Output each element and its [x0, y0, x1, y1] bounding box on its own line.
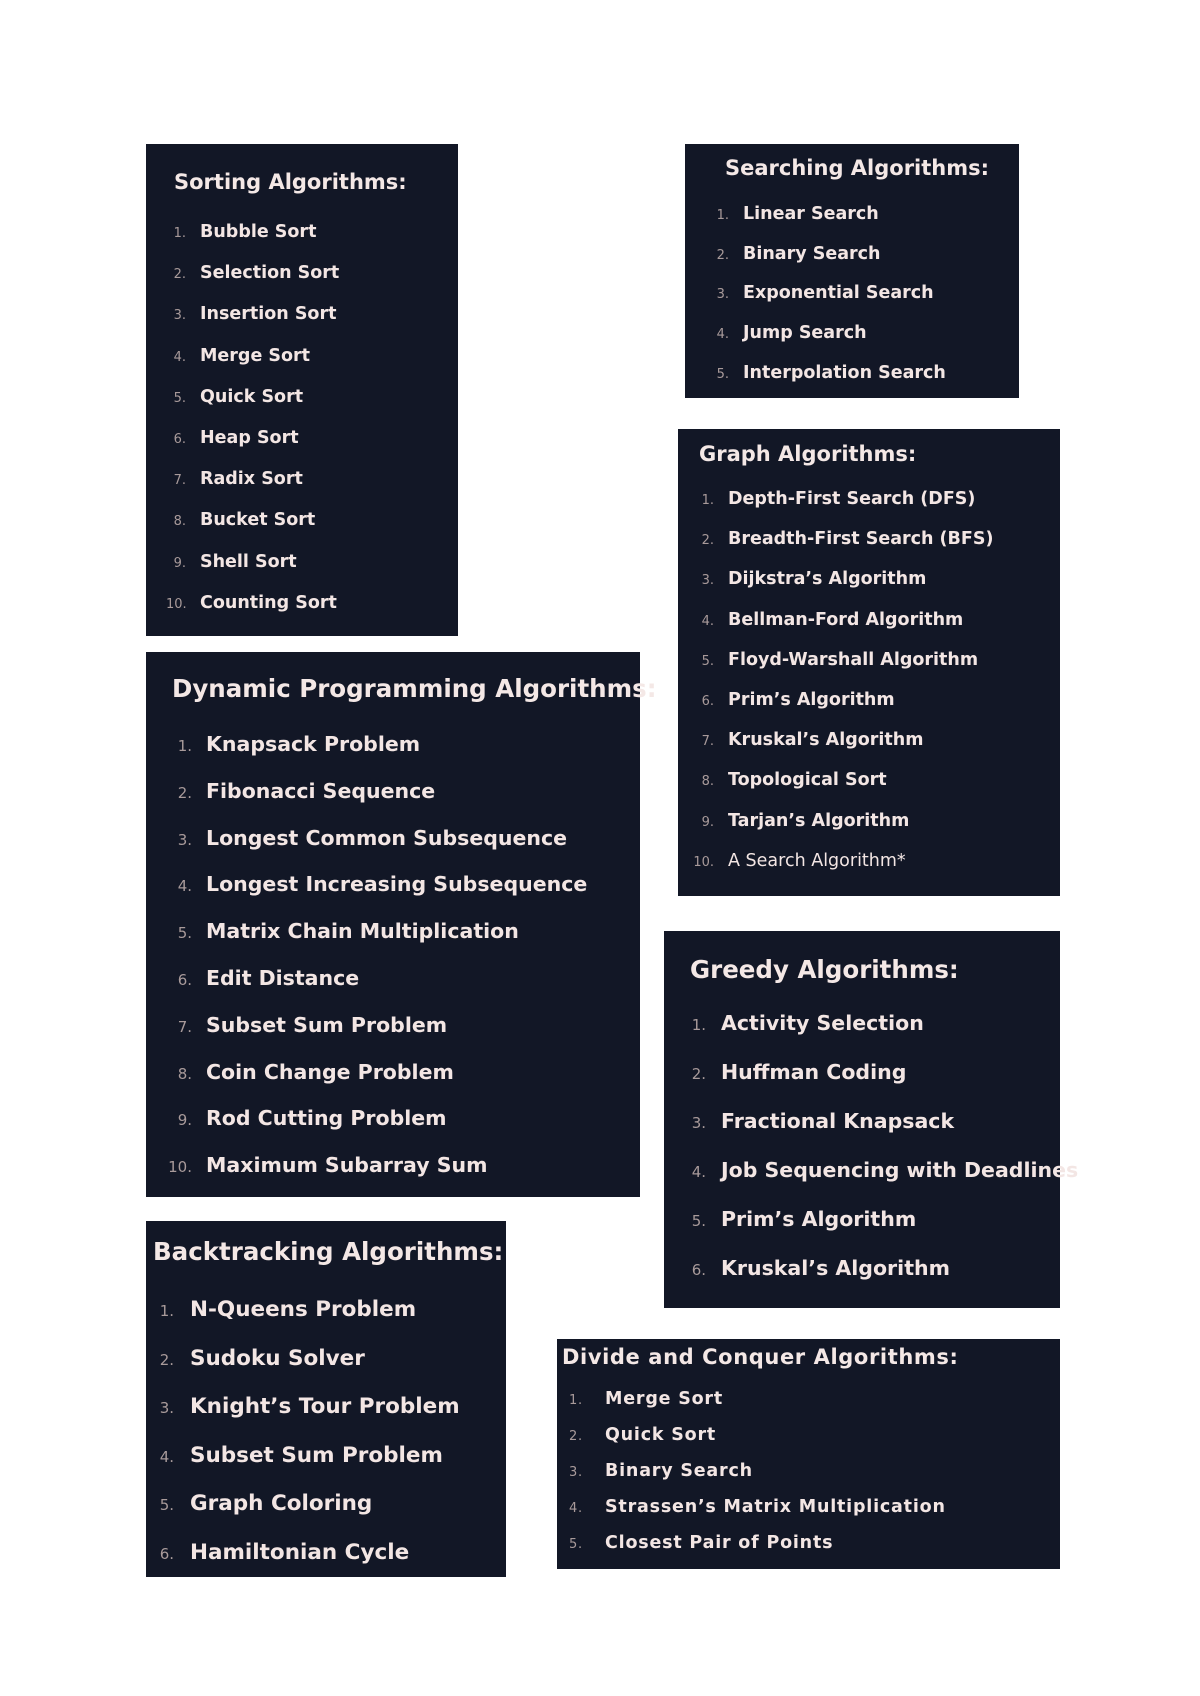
- item-label: Sudoku Solver: [190, 1345, 365, 1371]
- item-label: Binary Search: [605, 1461, 753, 1481]
- item-label: Fibonacci Sequence: [206, 778, 436, 803]
- backtracking-algorithms-card: [146, 1221, 506, 1577]
- item-number: 5.: [701, 653, 714, 669]
- list-item: [162, 1060, 587, 1107]
- item-label: Selection Sort: [200, 263, 340, 284]
- item-label: Longest Common Subsequence: [206, 825, 568, 850]
- card-title: Greedy Algorithms:: [690, 955, 959, 984]
- list-item: [162, 966, 587, 1013]
- item-number: 8.: [173, 514, 186, 530]
- item-label: Quick Sort: [605, 1425, 717, 1445]
- item-label: Exponential Search: [743, 283, 934, 304]
- item-label: Hamiltonian Cycle: [190, 1539, 410, 1565]
- card-title: Dynamic Programming Algorithms:: [172, 674, 657, 703]
- item-number: 4.: [177, 877, 192, 896]
- list-item: [166, 552, 339, 593]
- item-number: 4.: [173, 349, 186, 365]
- list-item: [166, 304, 339, 345]
- item-label: Activity Selection: [721, 1011, 924, 1035]
- list-item: [715, 244, 946, 284]
- item-number: 4.: [691, 1163, 706, 1181]
- item-number: 10.: [166, 596, 187, 612]
- list-item: [692, 610, 993, 650]
- list-item: [158, 1297, 460, 1346]
- list-item: [166, 469, 339, 510]
- list-item: [158, 1346, 460, 1395]
- card-title: Divide and Conquer Algorithms:: [562, 1345, 959, 1369]
- item-number: 1.: [716, 208, 729, 223]
- item-label: Quick Sort: [200, 386, 304, 407]
- item-label: Bucket Sort: [200, 510, 316, 531]
- list-item: [166, 593, 339, 634]
- list-item: [166, 263, 339, 304]
- item-label: Subset Sum Problem: [190, 1442, 443, 1468]
- item-label: A Search Algorithm*: [728, 850, 906, 871]
- item-number: 3.: [691, 1114, 706, 1132]
- list-item: [692, 811, 993, 851]
- item-number: 4.: [701, 613, 714, 629]
- item-number: 5.: [568, 1537, 583, 1552]
- item-label: Huffman Coding: [721, 1060, 907, 1084]
- list-item: [690, 1011, 1078, 1060]
- item-label: Dijkstra’s Algorithm: [728, 569, 927, 590]
- item-label: Bubble Sort: [200, 222, 317, 242]
- item-number: 1.: [177, 737, 192, 755]
- item-number: 5.: [716, 366, 729, 382]
- item-number: 6.: [173, 431, 186, 447]
- card-title: Graph Algorithms:: [699, 442, 917, 466]
- item-label: Binary Search: [743, 243, 881, 264]
- card-title: Sorting Algorithms:: [174, 170, 407, 194]
- card-title: Backtracking Algorithms:: [153, 1237, 504, 1266]
- item-label: Depth-First Search (DFS): [728, 489, 976, 509]
- item-label: Linear Search: [743, 204, 879, 224]
- list-item: [166, 510, 339, 551]
- item-label: Closest Pair of Points: [605, 1533, 834, 1553]
- list-item: [162, 1153, 587, 1200]
- item-number: 3.: [701, 573, 714, 589]
- item-number: 1.: [159, 1302, 174, 1320]
- item-number: 10.: [168, 1158, 192, 1177]
- algorithm-list: [158, 1297, 460, 1589]
- list-item: [162, 779, 587, 826]
- list-item: [162, 1106, 587, 1153]
- list-item: [162, 872, 587, 919]
- item-label: Strassen’s Matrix Multiplication: [605, 1497, 946, 1517]
- list-item: [158, 1443, 460, 1492]
- item-label: Topological Sort: [728, 770, 887, 791]
- item-number: 4.: [568, 1501, 583, 1516]
- item-number: 9.: [177, 1111, 192, 1130]
- item-label: Prim’s Algorithm: [728, 689, 895, 710]
- item-label: Edit Distance: [206, 965, 360, 990]
- list-item: [158, 1491, 460, 1540]
- list-item: [162, 919, 587, 966]
- list-item: [567, 1461, 946, 1497]
- card-title: Searching Algorithms:: [725, 156, 990, 180]
- item-label: Knight’s Tour Problem: [190, 1394, 460, 1420]
- item-label: Shell Sort: [200, 551, 297, 572]
- list-item: [162, 1013, 587, 1060]
- item-number: 6.: [177, 970, 192, 989]
- item-label: Graph Coloring: [190, 1491, 373, 1517]
- list-item: [690, 1060, 1078, 1109]
- list-item: [690, 1256, 1078, 1305]
- item-number: 4.: [716, 327, 729, 343]
- graph-algorithms-card: [678, 429, 1060, 896]
- item-label: Matrix Chain Multiplication: [206, 919, 519, 944]
- item-number: 10.: [693, 854, 714, 870]
- list-item: [162, 826, 587, 873]
- list-item: [166, 222, 339, 263]
- item-label: Insertion Sort: [200, 304, 337, 325]
- item-number: 3.: [716, 287, 729, 303]
- item-label: Merge Sort: [605, 1389, 724, 1409]
- item-number: 3.: [159, 1399, 174, 1418]
- item-number: 5.: [159, 1496, 174, 1515]
- list-item: [715, 283, 946, 323]
- divide-and-conquer-algorithms-card: [557, 1339, 1060, 1569]
- item-number: 5.: [177, 924, 192, 943]
- algorithm-list: [162, 732, 587, 1200]
- item-number: 1.: [701, 493, 714, 508]
- item-number: 6.: [701, 693, 714, 709]
- list-item: [690, 1207, 1078, 1256]
- item-label: Tarjan’s Algorithm: [728, 810, 910, 831]
- list-item: [715, 204, 946, 244]
- item-number: 1.: [568, 1393, 583, 1408]
- list-item: [715, 363, 946, 403]
- item-label: Interpolation Search: [743, 362, 946, 383]
- item-label: Floyd-Warshall Algorithm: [728, 649, 979, 670]
- item-label: Kruskal’s Algorithm: [721, 1256, 950, 1280]
- item-label: N-Queens Problem: [190, 1297, 417, 1322]
- item-number: 2.: [173, 267, 186, 283]
- item-number: 7.: [177, 1017, 192, 1036]
- list-item: [692, 529, 993, 569]
- algorithm-list: [567, 1389, 946, 1569]
- item-label: Counting Sort: [200, 592, 337, 613]
- list-item: [692, 690, 993, 730]
- item-number: 6.: [159, 1544, 174, 1563]
- item-number: 2.: [701, 533, 714, 549]
- item-number: 2.: [716, 247, 729, 263]
- item-number: 2.: [177, 783, 192, 802]
- list-item: [692, 489, 993, 529]
- list-item: [692, 650, 993, 690]
- item-label: Longest Increasing Subsequence: [206, 872, 588, 897]
- list-item: [567, 1389, 946, 1425]
- item-number: 9.: [701, 814, 714, 830]
- list-item: [692, 569, 993, 609]
- item-number: 9.: [173, 555, 186, 571]
- list-item: [567, 1425, 946, 1461]
- item-label: Fractional Knapsack: [721, 1109, 955, 1133]
- item-number: 7.: [701, 734, 714, 750]
- list-item: [166, 346, 339, 387]
- item-label: Breadth-First Search (BFS): [728, 529, 994, 550]
- algorithm-list: [715, 204, 946, 402]
- item-number: 4.: [159, 1447, 174, 1466]
- item-label: Maximum Subarray Sum: [206, 1153, 488, 1178]
- list-item: [567, 1533, 946, 1569]
- list-item: [162, 732, 587, 779]
- list-item: [567, 1497, 946, 1533]
- algorithm-list: [690, 1011, 1078, 1305]
- item-number: 2.: [691, 1065, 706, 1083]
- item-number: 3.: [177, 830, 192, 849]
- algorithm-list: [692, 489, 993, 891]
- list-item: [690, 1109, 1078, 1158]
- searching-algorithms-card: [685, 144, 1019, 398]
- item-number: 1.: [691, 1016, 706, 1034]
- list-item: [166, 428, 339, 469]
- item-number: 8.: [701, 774, 714, 790]
- item-number: 2.: [568, 1429, 583, 1444]
- item-label: Merge Sort: [200, 345, 311, 366]
- list-item: [690, 1158, 1078, 1207]
- list-item: [692, 730, 993, 770]
- item-number: 3.: [173, 308, 186, 324]
- item-label: Bellman-Ford Algorithm: [728, 609, 964, 630]
- item-label: Knapsack Problem: [206, 732, 421, 756]
- list-item: [692, 770, 993, 810]
- item-label: Subset Sum Problem: [206, 1012, 448, 1037]
- item-number: 6.: [691, 1261, 706, 1279]
- item-number: 1.: [173, 226, 186, 241]
- item-number: 3.: [568, 1465, 583, 1480]
- list-item: [158, 1394, 460, 1443]
- dynamic-programming-algorithms-card: [146, 652, 657, 1197]
- sorting-algorithms-card: [146, 144, 458, 636]
- algorithm-list: [166, 222, 339, 634]
- item-number: 5.: [173, 390, 186, 406]
- greedy-algorithms-card: [664, 931, 1079, 1308]
- item-number: 5.: [691, 1212, 706, 1230]
- item-number: 8.: [177, 1064, 192, 1083]
- item-number: 2.: [159, 1350, 174, 1369]
- item-label: Coin Change Problem: [206, 1059, 454, 1084]
- list-item: [715, 323, 946, 363]
- list-item: [692, 851, 993, 891]
- item-label: Jump Search: [743, 323, 867, 344]
- item-label: Rod Cutting Problem: [206, 1106, 447, 1131]
- list-item: [166, 387, 339, 428]
- item-number: 7.: [173, 473, 186, 489]
- item-label: Job Sequencing with Deadlines: [721, 1158, 1079, 1182]
- list-item: [158, 1540, 460, 1589]
- item-label: Kruskal’s Algorithm: [728, 730, 924, 751]
- item-label: Heap Sort: [200, 427, 299, 448]
- item-label: Prim’s Algorithm: [721, 1207, 917, 1231]
- item-label: Radix Sort: [200, 469, 303, 490]
